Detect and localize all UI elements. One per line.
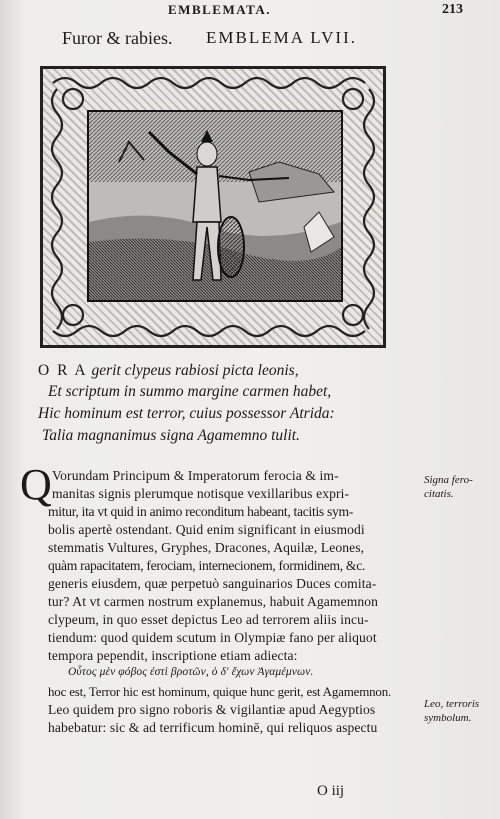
commentary-line: bolis apertè ostendant. Quid enim significant in eiusmodi [48, 522, 365, 537]
verse-line-1 [38, 362, 299, 380]
emblem-motto: Furor & rabies. [62, 28, 173, 48]
commentary-line: tiendum: quod quidem scutum in Olympiæ fano per aliquot [48, 630, 377, 645]
signature-mark: O iij [317, 783, 345, 799]
commentary-line: generis eiusdem, quæ perpetuò sanguinarios Duces comita- [48, 576, 377, 591]
verse-initial: O R A [38, 362, 88, 379]
commentary-line: clypeum, in quo esset depictus Leo ad terrorem aliis incu- [48, 612, 369, 627]
commentary-line: stemmatis Vultures, Gryphes, Dracones, Aquilæ, Leones, [48, 540, 365, 555]
commentary-line: tur? At vt carmen nostrum explanemus, habuit Agamemnon [48, 594, 379, 609]
margin-note-2-line-2: symbolum. [424, 712, 472, 724]
page-number: 213 [442, 2, 463, 17]
margin-note-2-line-1: Leo, terroris [424, 698, 480, 710]
running-head: EMBLEMATA. [168, 2, 271, 17]
greek-inscription: Οὗτος μὲν φόβος ἐστὶ βροτῶν, ὁ δ' ἔχων Ἀγαμέμνων. [68, 666, 314, 678]
commentary-line: tempora pependit, inscriptione etiam adiecta: [48, 648, 298, 663]
margin-note-1-line-1: Signa fero- [424, 474, 473, 486]
commentary-line: Vorundam Principum & Imperatorum ferocia & im- [52, 468, 339, 483]
drop-capital: Q [20, 460, 52, 509]
commentary-line: quàm rapacitatem, ferociam, internecionem, formidinem, &c. [48, 558, 366, 573]
commentary-line: Leo quidem pro signo roboris & vigilantiæ apud Aegyptios [48, 702, 376, 717]
commentary-line: mitur, ita vt quid in animo reconditum habeant, tacitis sym- [48, 504, 353, 519]
warrior-with-lion-shield-image [89, 112, 341, 300]
emblem-woodcut [87, 110, 343, 302]
verse-line-4: Talia magnanimus signa Agamemno tulit. [42, 427, 300, 444]
verse-line-3: Hic hominum est terror, cuius possessor Atrida: [38, 405, 335, 422]
commentary-line: manitas signis plerumque notisque vexillaribus expri- [52, 486, 350, 501]
commentary-line: hoc est, Terror hic est hominum, quique hunc gerit, est Agamemnon. [48, 684, 392, 699]
margin-note-1-line-2: citatis. [424, 488, 454, 500]
emblem-number: EMBLEMA LVII. [206, 28, 357, 47]
commentary-line: habebatur: sic & ad terrificum hominē, qui reliquos aspectu [48, 720, 378, 735]
verse-line-1-text: gerit clypeus rabiosi picta leonis, [87, 362, 299, 379]
verse-line-2: Et scriptum in summo margine carmen habet, [48, 383, 332, 400]
